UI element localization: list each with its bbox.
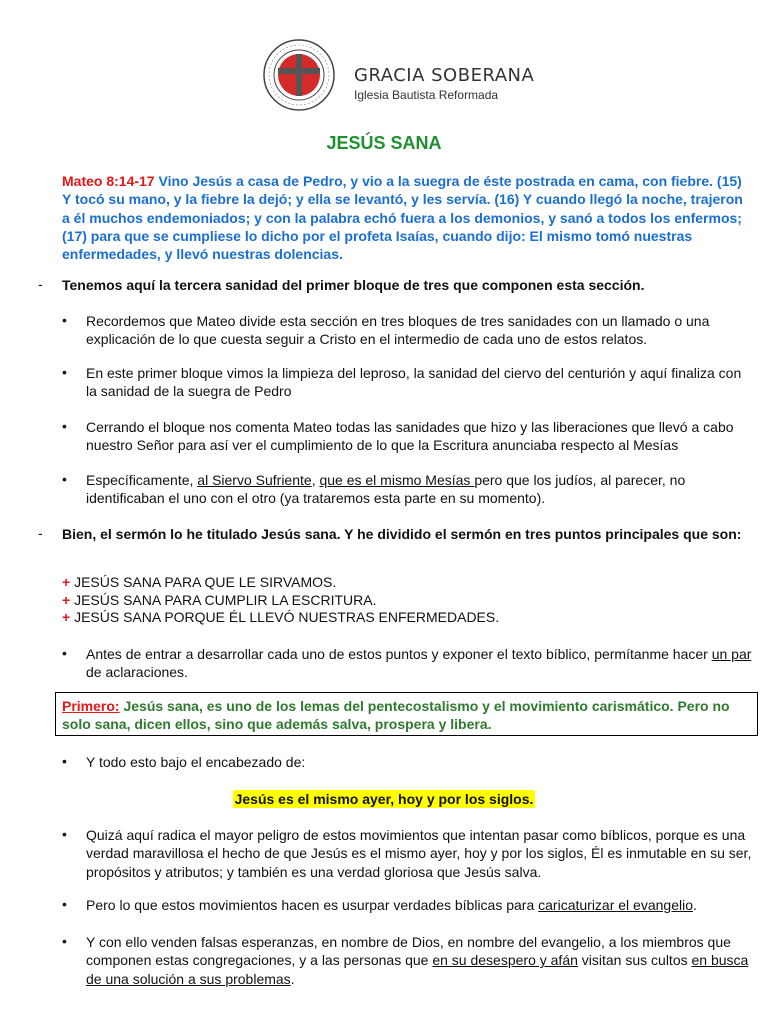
text-run: visitan sus cultos	[577, 952, 692, 969]
seal-icon	[262, 38, 336, 112]
verse-reference: Mateo 8:14-17	[62, 173, 155, 189]
plus-marker: +	[62, 591, 71, 608]
point-text: JESÚS SANA PORQUE ÉL LLEVÓ NUESTRAS ENFERMEDADES.	[70, 609, 500, 625]
text-run: Pero lo que estos movimientos hacen es usurpar verdades bíblicas para	[86, 897, 539, 913]
text-run: pero que los judíos, al parecer, no identificaban el uno con el otro (ya trataremos esta parte en su momento).	[86, 472, 686, 507]
list-item: En este primer bloque vimos la limpieza del leproso, la sanidad del ciervo del centurión y aquí finaliza con la sanidad de la suegra de Pedro	[86, 365, 742, 400]
list-item	[86, 896, 752, 914]
list-item	[86, 933, 752, 988]
bullet-marker: •	[62, 645, 67, 661]
list-item	[86, 645, 752, 682]
page-title: JESÚS SANA	[326, 133, 442, 153]
underlined-text: un par	[711, 646, 752, 662]
brand-name: GRACIA SOBERANA	[354, 65, 535, 86]
underlined-text: al Siervo Sufriente	[197, 472, 312, 488]
sermon-points	[62, 574, 499, 627]
highlighted-text: Jesús es el mismo ayer, hoy y por los siglos.	[234, 791, 534, 807]
underlined-text: en busca de una solución a sus problemas	[86, 952, 749, 987]
sermon-point	[62, 574, 499, 592]
text-run: ,	[311, 472, 320, 488]
section-sermon-outline: Bien, el sermón lo he titulado Jesús sana. Y he dividido el sermón en tres puntos principales que son:	[62, 526, 742, 542]
list-item: Recordemos que Mateo divide esta sección en tres bloques de tres sanidades con un llamado o una explicación de lo que cuesta seguir a Cristo en el intermedio de cada uno de estos relatos.	[86, 313, 710, 348]
bullet-marker: •	[62, 826, 67, 842]
point-text: JESÚS SANA PARA CUMPLIR LA ESCRITURA.	[70, 591, 377, 608]
brand-block	[354, 66, 534, 102]
list-item: Y todo esto bajo el encabezado de:	[86, 754, 306, 770]
underlined-text: caricaturizar el evangelio	[538, 897, 693, 913]
boxed-note	[55, 692, 758, 736]
note-text: Jesús sana, es uno de los lemas del pentecostalismo y el movimiento carismático. Pero no solo sana, dicen ellos, sino que además salva, prospera y libera.	[62, 698, 730, 732]
bullet-marker: •	[62, 896, 67, 912]
list-item: Quizá aquí radica el mayor peligro de estos movimientos que intentan pasar como bíblicos, porque es una verdad maravillosa el hecho de que Jesús es el mismo ayer, hoy y por los siglos, Él es inmutable en su ser, propósitos y atributos; y también es una verdad gloriosa que Jesús salva.	[86, 827, 752, 880]
plus-marker: +	[62, 574, 71, 590]
section-dash: -	[38, 525, 43, 541]
bullet-marker: •	[62, 364, 67, 380]
plus-marker: +	[62, 609, 71, 625]
bullet-marker: •	[62, 933, 67, 949]
section-intro: Tenemos aquí la tercera sanidad del primer bloque de tres que componen esta sección.	[62, 277, 645, 293]
underlined-text: que es el mismo Mesías	[319, 472, 475, 488]
sermon-point	[62, 609, 499, 627]
list-item: Cerrando el bloque nos comenta Mateo todas las sanidades que hizo y las liberaciones que llevó a cabo nuestro Señor para así ver el cumplimiento de lo que la Escritura anunciaba respecto al Mesías	[86, 419, 734, 454]
verse-text: Vino Jesús a casa de Pedro, y vio a la suegra de éste postrada en cama, con fiebre. (15) Y tocó su mano, y la fiebre la dejó; y ella se levantó, y les servía. (16) Y cuando llegó la noche, trajeron a él muchos endemoniados; y con la palabra echó fuera a los demonios, y sanó a todos los enfermos; (17) para que se cumpliese lo dicho por el profeta Isaías, cuando dijo: El mismo tomó nuestras enfermedades, y llevó nuestras dolencias.	[62, 173, 743, 263]
bullet-marker: •	[62, 418, 67, 434]
point-text: JESÚS SANA PARA QUE LE SIRVAMOS.	[70, 574, 337, 590]
text-run: .	[290, 970, 295, 987]
brand-subtitle: Iglesia Bautista Reformada	[354, 88, 499, 102]
text-run: Antes de entrar a desarrollar cada uno de estos puntos y exponer el texto bíblico, permítanme hacer	[86, 646, 712, 662]
highlight-line	[0, 791, 768, 809]
list-item	[86, 471, 752, 508]
text-run: .	[693, 897, 697, 913]
text-run: de aclaraciones.	[86, 664, 188, 681]
note-label: Primero:	[62, 698, 120, 714]
sermon-point	[62, 592, 499, 610]
bullet-marker: •	[62, 753, 67, 769]
text-run: Y con ello venden falsas esperanzas, en nombre de Dios, en nombre del evangelio, a los miembros que componen estas congregaciones, y a las personas que	[86, 934, 731, 969]
church-logo	[262, 38, 535, 112]
bullet-marker: •	[62, 312, 67, 328]
underlined-text: en su desespero y afán	[432, 952, 578, 969]
section-dash: -	[38, 276, 43, 292]
scripture-verse	[62, 172, 752, 263]
text-run: Específicamente,	[86, 472, 198, 488]
bullet-marker: •	[62, 471, 67, 487]
